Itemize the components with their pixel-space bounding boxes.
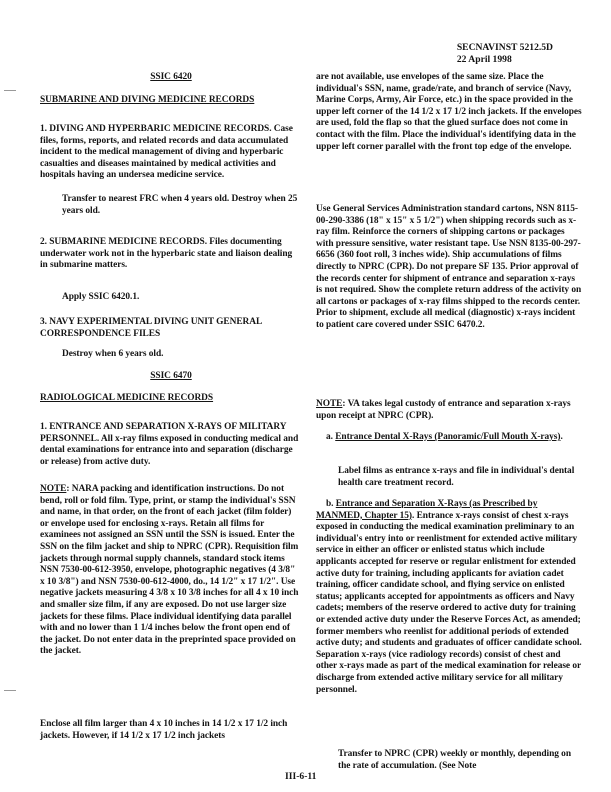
item-a-disposition: Label films as entrance x-rays and file in individual's dental health care treatment record. [338, 466, 575, 488]
doc-date: 22 April 1998 [456, 53, 512, 65]
ssic-label: SSIC 6420 [150, 72, 192, 82]
scan-mark [4, 690, 16, 691]
heading-text: SUBMARINE AND DIVING MEDICINE RECORDS [40, 95, 255, 105]
heading-text: RADIOLOGICAL MEDICINE RECORDS [40, 393, 214, 403]
item-title: 2. SUBMARINE MEDICINE RECORDS. [40, 237, 208, 247]
va-note [316, 399, 582, 422]
note-label: NOTE [40, 484, 67, 494]
item-1-diving [40, 124, 302, 182]
note-text: : NARA packing and identification instructions. Do not bend, roll or fold film. Type, print, or stamp the individual's SSN and name, in that order, on the front of each jacket (film folder) or envelope used for enclosing x-rays. Retain all films for examinees not assigned an SSN until the SSN is issued. Enter the SSN on the film jacket and ship to NPRC (CPR). Requisition film jackets through normal supply channels, standard stock items NSN 7530-00-612-3950, envelope, photographic negatives (4 3/8" x 10 3/8") and NSN 7530-00-612-4000, do., 14 1/2" x 17 1/2". Use negative jackets measuring 4 3/8 x 10 3/8 inches for all 4 x 10 inch and smaller size film, if any are exposed. Do not use larger size jackets for these films. Place individual identifying data parallel with and no lower than 1 1/4 inches below the front open end of the jacket. Do not enter data in the preprinted space provided on the jacket. [40, 484, 299, 657]
scan-mark [4, 90, 16, 91]
enclose-paragraph: Enclose all film larger than 4 x 10 inches in 14 1/2 x 17 1/2 inch jackets. However, if 14 1/2 x 17 1/2 inch jackets [40, 719, 288, 741]
item-prefix: b. [326, 499, 336, 509]
item-title: 1. DIVING AND HYPERBARIC MEDICINE RECORDS. [40, 124, 272, 134]
item-text: Case files, forms, reports, and related records and data accumulated incident to the medical management of diving and hyperbaric casualties and diseases maintained by medical activities and hospitals having an undersea medicine service. [40, 124, 293, 181]
ssic-label: SSIC 6470 [150, 371, 192, 381]
item-b-disposition: Transfer to NPRC (CPR) weekly or monthly, depending on the rate of accumulation. (See Note [338, 749, 571, 771]
continued-paragraph: are not available, use envelopes of the same size. Place the individual's SSN, name, grade/rate, and branch of service (Navy, Marine Corps, Army, Air Force, etc.) in the space provided in the upper left corner of the 14 1/2 x 17 1/2 inch jackets. If the envelopes are used, fold the flap so that the glued surface does not come in contact with the film. Place the individual's identifying data in the upper left corner parallel with the front top edge of the envelope. [316, 72, 582, 152]
section-heading-6420 [40, 95, 302, 107]
note-text: : VA takes legal custody of entrance and separation x-rays upon receipt at NPRC (CPR). [316, 399, 571, 421]
section-heading-6470 [40, 393, 302, 405]
ssic-6470-heading [40, 371, 302, 383]
item-a-dental [316, 432, 582, 444]
item-title: Entrance and Separation X-Rays (as Prescribed by MANMED, Chapter 15) [316, 499, 538, 521]
doc-id: SECNAVINST 5212.5D [456, 42, 553, 53]
document-header [457, 42, 553, 65]
page-number: III-6-11 [285, 771, 317, 782]
item-3-disposition: Destroy when 6 years old. [62, 349, 164, 359]
item-1-xrays [40, 422, 302, 468]
note-label: NOTE [316, 399, 343, 409]
item-2-disposition: Apply SSIC 6420.1. [62, 292, 140, 302]
ssic-6420-heading [40, 72, 302, 84]
item-2-submarine [40, 237, 302, 272]
nara-note [40, 484, 302, 658]
item-text: . Entrance x-rays consist of chest x-rays exposed in conducting the medical examination preliminary to an individual's entry into or reenlistment for extended active military service in either an officer or enlisted status which include applicants accepted for reserve or regular enlistment for extended active duty for training, including applicants for aviation cadet training, officer candidate school, and flying service on enlisted status; applicants accepted for appointments as officers and Navy cadets; members of the reserve ordered to active duty for training or extended active duty under the Reserve Forces Act, as amended; former members who reenlist for additional periods of extended active duty; and students and graduates of officer candidate school. Separation x-rays (vice radiology records) consist of chest and other x-rays made as part of the medical examination for release or discharge from extended active military service for all military personnel. [316, 510, 582, 695]
item-prefix: a. [326, 432, 336, 442]
item-end: . [560, 432, 563, 442]
item-3-nedu: 3. NAVY EXPERIMENTAL DIVING UNIT GENERAL CORRESPONDENCE FILES [40, 317, 262, 339]
item-b-entrance-separation [316, 499, 582, 696]
item-title: 1. ENTRANCE AND SEPARATION X-RAYS OF MILITARY PERSONNEL. [40, 422, 287, 444]
item-title: Entrance Dental X-Rays (Panoramic/Full Mouth X-rays) [335, 432, 561, 442]
item-text: Files documenting underwater work not in the hyperbaric state and liaison dealing in submarine matters. [40, 237, 293, 271]
item-1-disposition: Transfer to nearest FRC when 4 years old. Destroy when 25 years old. [62, 194, 298, 216]
item-text: All x-ray films exposed in conducting medical and dental examinations for entrance into and separation (discharge or release) from active duty. [40, 433, 299, 467]
gsa-cartons-paragraph: Use General Services Administration standard cartons, NSN 8115-00-290-3386 (18" x 15" x 5 1/2") when shipping records such as x-ray film. Reinforce the corners of shipping cartons or packages with pressure sensitive, water resistant tape. Use NSN 8135-00-297-6656 (360 foot roll, 3 inches wide). Ship accumulations of films directly to NPRC (CPR). Do not prepare SF 135. Prior approval of the records center for shipment of entrance and separation x-rays is not required. Show the complete return address of the activity on all cartons or packages of x-ray films shipped to the records center. Prior to shipment, exclude all medical (diagnostic) x-rays incident to patient care covered under SSIC 6470.2. [316, 204, 582, 330]
